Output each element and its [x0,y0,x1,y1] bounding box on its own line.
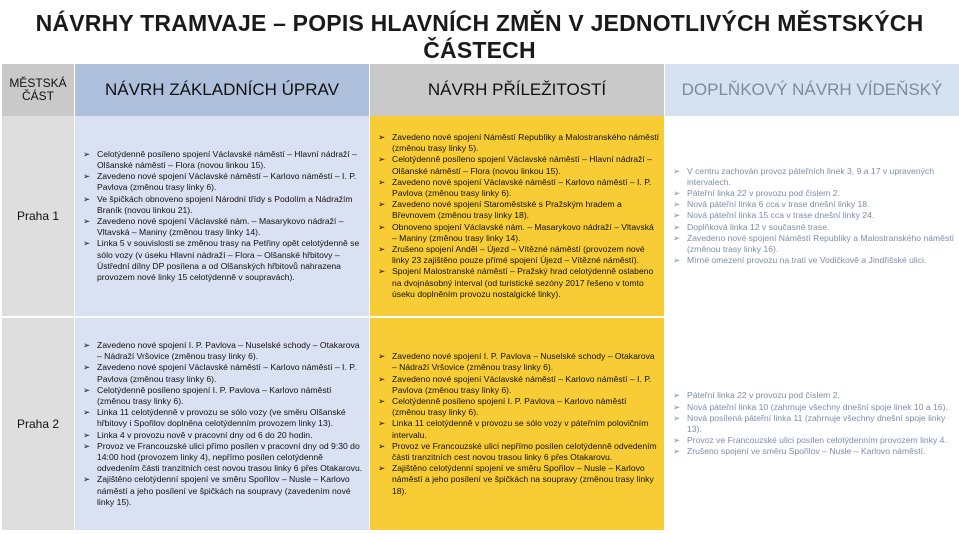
list-item-text: Provoz ve Francouzské ulici přímo posílen v pracovní dny od 9:30 do 14:00 hod (provozem linky 4), nepřímo posílen celotýdenně odvedením části tranzitních cest novou trasou linky 6 přes Otakarovu. [97,440,363,474]
list-item [83,149,365,171]
arrow-bullet-icon: ➢ [673,221,681,232]
arrow-bullet-icon: ➢ [83,238,91,249]
arrow-bullet-icon: ➢ [378,395,386,406]
list-item-text: Nová páteřní linka 10 (zahrnuje všechny dnešní spoje linek 10 a 16). [687,401,948,412]
arrow-bullet-icon: ➢ [378,154,386,165]
arrow-bullet-icon: ➢ [673,435,681,446]
arrow-bullet-icon: ➢ [378,440,386,451]
list-item-text: Zavedeno nové spojení I. P. Pavlova – Nuselské schody – Otakarova – Nádraží Vršovice (změnou trasy linky 6). [97,339,360,362]
arrow-bullet-icon: ➢ [378,176,386,187]
list-item-text: Provoz ve Francouzské ulici nepřímo posílen celotýdenně odvedením části tranzitních cest novou trasou linky 6 přes Otakarovu. [392,440,657,462]
arrow-bullet-icon: ➢ [673,446,681,457]
list-item [378,374,660,396]
arrow-bullet-icon: ➢ [83,474,91,485]
arrow-bullet-icon: ➢ [378,221,386,232]
arrow-bullet-icon: ➢ [673,165,681,176]
list-item-text: Zavedeno nové spojení Václavské nám. – Masarykovo nádraží – Vltavská – Maniny (změnou trasy linky 14). [97,216,344,238]
arrow-bullet-icon: ➢ [83,216,91,226]
arrow-bullet-icon: ➢ [673,390,681,401]
list-item-text: Celotýdenně posíleno spojení Václavské náměstí – Hlavní nádraží – Olšanské náměstí – Flora (novou linkou 15). [97,148,357,170]
arrow-bullet-icon: ➢ [378,463,386,474]
list-item-text: Celotýdenně posíleno spojení I. P. Pavlova – Karlovo náměstí (změnou trasy linky 6). [97,384,332,406]
list-item [83,238,365,283]
list-item-text: Linka 5 v souvislosti se změnou trasy na Petřiny opět celotýdenně se sólo vozy (v úseku Hlavní nádraží – Flora – Olšanské hřbitovy – Ústřední dílny DP posílena a od Olšanských hřbitovů nahrazena provozem nové linky 15 celotýdenně v soupravách). [97,238,360,283]
list-item [83,407,365,429]
list-item-text: Obnoveno spojení Václavské nám. – Masarykovo nádraží – Vltavská – Maniny (změnou trasy linky 14). [392,221,654,243]
list-item-text: Celotýdenně posíleno spojení Václavské náměstí – Hlavní nádraží – Olšanské náměstí – Flora (novou linkou 15). [392,154,652,176]
list-item-text: Zavedeno nové spojení Václavské náměstí – Karlovo náměstí – I. P. Pavlova (změnou trasy linky 6). [392,373,652,395]
cell-praha1-zakladni [75,116,369,316]
list-item [378,132,660,154]
arrow-bullet-icon: ➢ [673,210,681,221]
list-item [378,441,660,463]
arrow-bullet-icon: ➢ [673,412,681,423]
list-item-text: Ve špičkách obnoveno spojení Národní třídy s Podolím a Nádražím Braník (novou linkou 21). [97,193,353,215]
list-item [673,446,955,457]
list-item-text: Spojení Malostranské náměstí – Pražský hrad celotýdenně oslabeno na dvojnásobný interval (od turistické sezóny 2017 řešeno v tomto úseku doplněním provozu nostalgické linky). [392,266,654,299]
arrow-bullet-icon: ➢ [83,171,91,182]
arrow-bullet-icon: ➢ [83,193,91,204]
list-item-text: Zavedeno nové spojení Náměstí Republiky a Malostranského náměstí (změnou trasy linky 5). [392,131,660,154]
arrow-bullet-icon: ➢ [378,266,386,277]
page-title: NÁVRHY TRAMVAJE – POPIS HLAVNÍCH ZMĚN V JEDNOTLIVÝCH MĚSTSKÝCH ČÁSTECH [35,10,924,63]
cell-praha2-zakladni [75,318,369,530]
list-item [378,154,660,176]
header-navrh-prilezitosti: NÁVRH PŘÍLEŽITOSTÍ [370,64,664,116]
list-item [378,396,660,418]
list-item [378,463,660,497]
list-item [378,199,660,221]
list-item-text: Zavedeno nové spojení Václavské náměstí – Karlovo náměstí – I. P. Pavlova (změnou trasy linky 6). [97,171,357,193]
list-item [83,362,365,384]
list-item [673,210,955,221]
list-item [673,390,955,401]
list-item-text: Zrušeno spojení Anděl – Újezd – Vítězné náměstí (provozem nové linky 23 zajištěno pouze přímé spojení Újezd – Vítězné náměstí). [392,244,645,266]
cell-praha1-prilezitosti [370,116,664,316]
arrow-bullet-icon: ➢ [83,429,91,440]
list-item [378,266,660,300]
row-label-praha-2: Praha 2 [2,318,74,530]
list-item [378,222,660,244]
list-item [378,351,660,373]
list-item-text: Celotýdenně posíleno spojení I. P. Pavlova – Karlovo náměstí (změnou trasy linky 6). [392,395,627,418]
list-item-text: Nová posílená páteřní linka 11 (zahrnuje všechny dnešní spoje linky 13). [687,412,946,434]
list-item [83,474,365,508]
list-item [83,194,365,216]
list-item-text: Linka 4 v provozu nově v pracovní dny od 6 do 20 hodin. [97,429,313,440]
list-item [673,222,955,233]
list-item [673,233,955,255]
cell-praha1-videnske [665,116,959,316]
list-item [673,199,955,210]
arrow-bullet-icon: ➢ [673,232,681,243]
arrow-bullet-icon: ➢ [673,199,681,210]
list-item-text: Linka 11 celotýdenně v provozu se sólo vozy (ve směru Olšanské hřbitovy i Spořilov doplněna celotýdenním provozem linky 13). [97,407,346,429]
list-item-text: Linka 11 celotýdenně v provozu se sólo vozy v páteřním polovičním intervalu. [392,418,649,440]
list-item [83,216,365,238]
list-item-text: Zavedeno nové spojení Náměstí Republiky a Malostranského náměstí (změnou trasy linky 16). [687,232,955,254]
header-navrh-zakladnich-uprav: NÁVRH ZÁKLADNÍCH ÚPRAV [75,64,369,116]
list-item [83,385,365,407]
arrow-bullet-icon: ➢ [378,418,386,429]
header-doplnkovy-navrh: DOPLŇKOVÝ NÁVRH VÍDEŇSKÝ [665,64,959,116]
list-item [673,166,955,188]
list-item-text: Doplňková linka 12 v současné trase. [687,221,830,232]
list-item [378,418,660,440]
cell-praha2-prilezitosti [370,318,664,530]
list-item-text: Zavedeno nové spojení I. P. Pavlova – Nuselské schody – Otakarova – Nádraží Vršovice (změnou trasy linky 6). [392,351,655,373]
list-item [673,435,955,446]
list-item-text: Nová páteřní linka 15 cca v trase dnešní linky 24. [687,210,875,221]
arrow-bullet-icon: ➢ [673,187,681,198]
arrow-bullet-icon: ➢ [83,384,91,395]
list-item [673,402,955,413]
list-item-text: Mírné omezení provozu na trati ve Vodičkově a Jindřišské ulici. [687,255,927,266]
arrow-bullet-icon: ➢ [673,255,681,266]
list-item [673,255,955,266]
header-mestska-cast: MĚSTSKÁ ČÁST [2,64,74,116]
list-item-text: V centru zachován provoz páteřních linek 3, 9 a 17 v upravených intervalech. [687,165,934,187]
list-item-text: Zavedeno nové spojení Václavské náměstí – Karlovo náměstí – I. P. Pavlova (změnou trasy linky 6). [392,176,652,198]
arrow-bullet-icon: ➢ [378,244,386,254]
list-item [83,430,365,441]
list-item [83,171,365,193]
arrow-bullet-icon: ➢ [378,131,386,142]
list-item-text: Provoz ve Francouzské ulici posílen celotýdenním provozem linky 4. [687,435,947,446]
arrow-bullet-icon: ➢ [378,199,386,210]
arrow-bullet-icon: ➢ [378,373,386,384]
list-item-text: Nová páteřní linka 6 cca v trase dnešní linky 18. [687,199,870,210]
list-item-text: Zavedeno nové spojení Staroměstské s Pražským hradem a Břevnovem (změnou trasy linky 18). [392,199,622,221]
list-item [83,441,365,475]
list-item-text: Zrušeno spojení ve směru Spořilov – Nusle – Karlovo náměstí. [687,446,926,457]
arrow-bullet-icon: ➢ [83,148,91,159]
arrow-bullet-icon: ➢ [83,407,91,418]
row-label-praha-1: Praha 1 [2,116,74,316]
list-item-text: Páteřní linka 22 v provozu pod číslem 2. [687,187,840,198]
list-item-text: Zajištěno celotýdenní spojení ve směru Spořilov – Nusle – Karlovo náměstí a jeho posílení ve špičkách na soupravy (zavedením nové linky 15). [97,474,351,507]
arrow-bullet-icon: ➢ [83,362,91,373]
arrow-bullet-icon: ➢ [83,339,91,350]
arrow-bullet-icon: ➢ [673,401,681,412]
list-item [673,413,955,435]
arrow-bullet-icon: ➢ [378,351,386,362]
list-item-text: Zajištěno celotýdenní spojení ve směru Spořilov – Nusle – Karlovo náměstí a jeho posílení ve špičkách na soupravy (změnou trasy linky 18). [392,463,654,496]
list-item [83,340,365,362]
list-item-text: Páteřní linka 22 v provozu pod číslem 2. [687,390,840,401]
list-item-text: Zavedeno nové spojení Václavské náměstí – Karlovo náměstí – I. P. Pavlova (změnou trasy linky 6). [97,362,357,384]
list-item [673,188,955,199]
list-item [378,177,660,199]
list-item [378,244,660,266]
cell-praha2-videnske [665,318,959,530]
arrow-bullet-icon: ➢ [83,440,91,451]
